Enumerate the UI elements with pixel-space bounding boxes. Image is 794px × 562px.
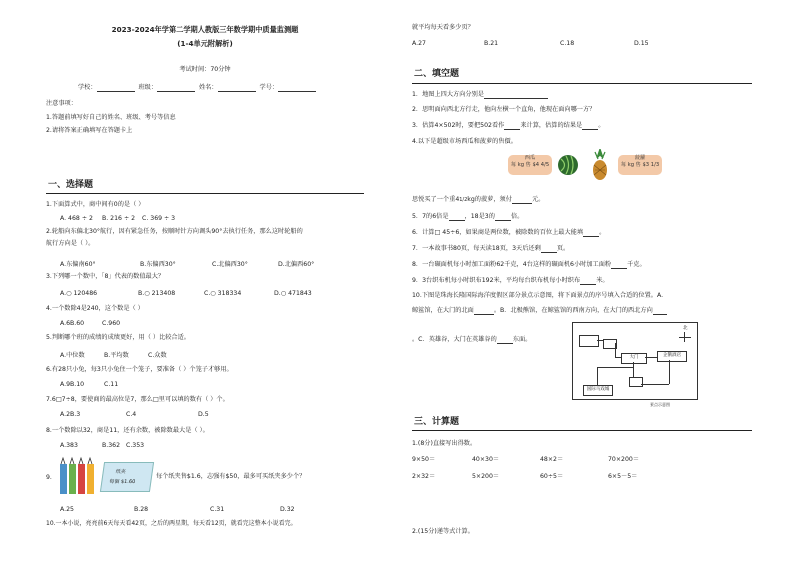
f10-text-1: 10.下图是珠海长隆国际海洋度假区部分景点示意图，将下面景点的序号填入合适的位置。A.	[412, 292, 664, 299]
q7-option-d[interactable]: D.5	[198, 411, 209, 418]
q10-option-b[interactable]: B.21	[484, 40, 499, 47]
f7-label: 7．一本故事书80页，每天读18页，3天后还剩	[412, 245, 541, 252]
f10-label-c: 。B．北极熊馆，在鲸鲨馆的西南方向，在大门的西北方向	[493, 307, 653, 314]
c1-row1-c: 48×2＝	[540, 456, 564, 463]
q10-option-c[interactable]: C.18	[560, 40, 575, 47]
compass-icon	[679, 337, 691, 338]
f3-blank-1[interactable]	[504, 122, 520, 130]
f10-label-e: 东面。	[512, 336, 532, 343]
q5-text: 5.判断哪个班的成绩的成绩更好，用（ ）比较合适。	[46, 334, 190, 341]
c1-row1-b: 40×30＝	[472, 456, 500, 463]
q7-text: 7.6□7÷8，要使商的最高位是7，那么□里可以填的数有（ ）个。	[46, 396, 229, 403]
q5-option-a[interactable]: A.中位数	[60, 352, 85, 359]
f9-blank[interactable]	[580, 277, 596, 285]
f6-blank[interactable]	[583, 229, 599, 237]
scenic-map	[572, 322, 698, 400]
f6-label: 6．计算□ 45÷6，如果商是两位数，被除数的百位上最大能填	[412, 229, 584, 236]
q7-option-ab[interactable]: A.2B.3	[60, 411, 81, 418]
map-gate: 大门	[621, 353, 647, 364]
q8-option-a[interactable]: A.383	[60, 442, 78, 449]
f4-question-label-c: 元。	[531, 196, 545, 203]
q3-option-b[interactable]: B.○ 213408	[138, 290, 176, 297]
melon-price	[508, 162, 552, 169]
melon-price-value: 每 kg 售 $4	[510, 162, 540, 168]
info-fields	[78, 84, 316, 92]
q6-text: 6.有28只小兔，每3只小兔住一个笼子，要准备（ ）个笼子才够用。	[46, 366, 233, 373]
c1-row2-c: 60÷5＝	[540, 473, 564, 480]
q7-option-c[interactable]: C.4	[126, 411, 137, 418]
f5-label-b: ，18是3的	[464, 213, 495, 220]
map-path	[597, 340, 603, 341]
f1-label: 1．地图上四大方向分别是	[412, 91, 484, 98]
f10-blank-1[interactable]	[474, 307, 494, 315]
f5-blank-1[interactable]	[449, 213, 465, 221]
c1-row1-d: 70×200＝	[608, 456, 640, 463]
clip-yellow	[87, 464, 94, 494]
map-box-3	[629, 377, 643, 387]
f3-label-b: 来计算，估算的结果是	[520, 122, 583, 129]
f5-label: 5．7的6倍是	[412, 213, 449, 220]
f1-text	[412, 91, 548, 99]
f4-question-label-b: kg的菠萝，须付	[467, 196, 512, 203]
q3-option-a[interactable]: A.○ 120486	[60, 290, 98, 297]
f4-text: 4.以下是超级市场西瓜和菠萝的售價。	[412, 138, 517, 145]
q5-option-b[interactable]: B.平均数	[104, 352, 129, 359]
map-path	[645, 357, 657, 358]
map-path	[641, 384, 669, 385]
class-blank[interactable]	[157, 84, 195, 92]
f5-text	[412, 213, 523, 221]
q1-text: 1.下面算式中，商中间有0的是（ ）	[46, 201, 145, 208]
q1-option-c[interactable]: C. 369 ÷ 3	[142, 215, 176, 222]
q10-text: 10.一本小说，亮亮前6天每天看42页，之后的两星期，每天看12页，就看完这整本小说看完。	[46, 520, 297, 527]
f4-weight-fraction: 1/2	[459, 197, 468, 203]
c1-row2-d: 6×5－5＝	[608, 473, 638, 480]
f3-blank-2[interactable]	[582, 122, 598, 130]
clip-green	[69, 464, 76, 494]
f10-text-2	[412, 307, 667, 315]
q2-option-b[interactable]: B.东偏西30°	[140, 261, 176, 268]
f8-label-b: 千克。	[627, 261, 646, 268]
f10-blank-2[interactable]	[653, 307, 667, 315]
melon-price-tag	[508, 155, 552, 175]
section-divider	[46, 193, 364, 194]
q3-option-c[interactable]: C.○ 318334	[204, 290, 242, 297]
q4-option-c[interactable]: C.960	[102, 320, 121, 327]
q8-option-c[interactable]: C.353	[126, 442, 145, 449]
q5-option-c[interactable]: C.众数	[148, 352, 167, 359]
f1-blank[interactable]	[484, 91, 548, 99]
q2-option-d[interactable]: D.北偏西60°	[278, 261, 315, 268]
map-path	[669, 360, 670, 384]
q9-option-d[interactable]: D.32	[280, 506, 295, 513]
f3-text: 3．估算4×502时，要把502看作 来计算，估算的结果是 。	[412, 122, 605, 129]
clip-red	[78, 464, 85, 494]
price-card-price: 每個 $1.60	[108, 479, 136, 485]
clip-blue	[60, 464, 67, 494]
paper-clip-icon	[58, 456, 98, 498]
pineapple-price-tag	[618, 155, 662, 175]
pineapple-label: 菠蘿	[634, 155, 646, 161]
section-divider	[412, 83, 752, 84]
map-box-1	[579, 335, 599, 347]
map-path	[615, 343, 616, 357]
q10-continued: 就平均每天看多少页？	[412, 24, 474, 31]
map-path	[597, 367, 598, 385]
q2-option-c[interactable]: C.北偏西30°	[212, 261, 248, 268]
map-caption: 景点示意图	[650, 402, 670, 407]
f10-label-b: 鲸鲨馆，在大门的北面	[412, 307, 474, 314]
c1-row1-a: 9×50＝	[412, 456, 436, 463]
q8-option-bc[interactable]: B.362	[102, 442, 121, 449]
q2-option-a[interactable]: A.东偏南60°	[60, 261, 96, 268]
q4-option-ab[interactable]: A.6B.60	[60, 320, 85, 327]
f5-blank-2[interactable]	[495, 213, 511, 221]
pineapple-icon	[590, 149, 610, 181]
q9-option-b[interactable]: B.28	[134, 506, 149, 513]
section-calc-heading: 三、计算题	[414, 417, 460, 427]
price-card	[100, 462, 154, 492]
f8-text	[412, 261, 646, 269]
q6-option-c[interactable]: C.11	[104, 381, 119, 388]
school-blank[interactable]	[97, 84, 135, 92]
map-penguin-hotel: 企鹅酒店	[657, 351, 687, 362]
q9-number: 9.	[46, 474, 52, 481]
q8-text: 8.一个数除以32，商是11，还有余数，被除数最大是（ ）。	[46, 427, 209, 434]
f6-text: 6．计算□ 45÷6，如果商是两位数，被除数的百位上最大能填 。	[412, 229, 606, 236]
exam-title: 2023-2024年学第二学期人教版三年数学期中质量监测题	[111, 25, 299, 34]
f9-label-b: 米。	[596, 277, 609, 284]
f10-blank-3[interactable]	[497, 336, 513, 344]
f5-label-c: 倍。	[510, 213, 524, 220]
f4-weight-whole: 4	[455, 196, 460, 203]
q4-text: 4.一个数除4是240，这个数是（ ）	[46, 305, 144, 312]
c2-text: 2.(15分)递等式计算。	[412, 528, 474, 535]
f10-text-3	[412, 336, 531, 344]
map-circus: 国际马戏城	[583, 385, 613, 396]
f7-label-b: 页。	[556, 245, 570, 252]
class-label: 班级：	[138, 84, 158, 91]
name-blank[interactable]	[218, 84, 256, 92]
note-1: 1.答题前填写好自己的姓名、班级、考号等信息	[46, 114, 176, 121]
number-label: 学号：	[259, 84, 279, 91]
q6-option-ab[interactable]: A.9B.10	[60, 381, 85, 388]
c1-row2-a: 2×32＝	[412, 473, 436, 480]
q10-option-d[interactable]: D.15	[634, 40, 649, 47]
map-north-label: 北	[683, 326, 688, 331]
f8-blank[interactable]	[611, 261, 627, 269]
pineapple-price-fraction: 1/3	[650, 162, 660, 168]
watermelon-icon	[556, 153, 580, 177]
section-choice-heading: 一、选择题	[48, 180, 94, 190]
f4-question	[412, 196, 544, 204]
q3-option-d[interactable]: D.○ 471843	[274, 290, 312, 297]
map-path	[597, 367, 633, 368]
section-fill-heading: 二、填空题	[414, 69, 460, 79]
exam-subtitle: (1-4单元附解析)	[177, 39, 233, 48]
melon-label: 西瓜	[524, 155, 536, 161]
f9-text	[412, 277, 609, 285]
c1-text: 1.(8分)直接写出得数。	[412, 440, 477, 447]
f7-blank[interactable]	[541, 245, 557, 253]
q2-text-line1: 2.轮船向东偏北30°航行，因有紧急任务，按顺时针方向调头90°去执行任务，那么这时轮船的	[46, 228, 303, 235]
q9-option-c[interactable]: C.31	[210, 506, 225, 513]
number-blank[interactable]	[278, 84, 316, 92]
pineapple-price-value: 每 kg 售 $3	[620, 162, 650, 168]
q10-option-a[interactable]: A.27	[412, 40, 426, 47]
q9-option-a[interactable]: A.25	[60, 506, 74, 513]
f10-label-d: 。C．英雄谷，大门在英雄谷的	[412, 336, 497, 343]
q9-text: 每个纸夹售$1.6，志强有$50，最多可买纸夹多少个？	[156, 473, 306, 480]
map-path	[633, 362, 634, 377]
f3-label: 3．估算4×502时，要把502看作	[412, 122, 505, 129]
f9-label: 9．3台织布机每小时织布192米，平均每台织布机每小时织布	[412, 277, 581, 284]
pineapple-price	[618, 162, 662, 169]
q3-text: 3.下列哪一个数中，「8」代表的数值最大？	[46, 273, 165, 280]
map-path	[615, 357, 621, 358]
f8-label: 8．一台碾面机每小时加工面粉62千克，4台这样的碾面机6小时加工面粉	[412, 261, 612, 268]
c1-row2-b: 5×200＝	[472, 473, 500, 480]
notes-heading: 注意事项：	[46, 100, 77, 107]
note-2: 2.请将答案正确填写在答题卡上	[46, 127, 133, 134]
f7-text	[412, 245, 569, 253]
q1-option-b[interactable]: B. 216 ÷ 2	[102, 215, 136, 222]
section-divider	[412, 430, 752, 431]
f4-blank[interactable]	[512, 196, 532, 204]
melon-price-fraction: 4/5	[540, 162, 550, 168]
f2-text: 2．思明面向西北方行走，他向左横一个直角，他现在面向哪一方？	[412, 106, 596, 113]
school-label: 学校：	[78, 84, 97, 91]
f4-question-label: 思悦买了一个重	[412, 196, 456, 203]
q2-text-line2: 航行方向是（ ）。	[46, 240, 95, 247]
exam-time: 考试时间：70分钟	[179, 66, 231, 73]
q1-option-a[interactable]: A. 468 ÷ 2	[60, 215, 93, 222]
price-card-label: 纸夹	[115, 469, 127, 475]
name-label: 姓名：	[199, 84, 218, 91]
